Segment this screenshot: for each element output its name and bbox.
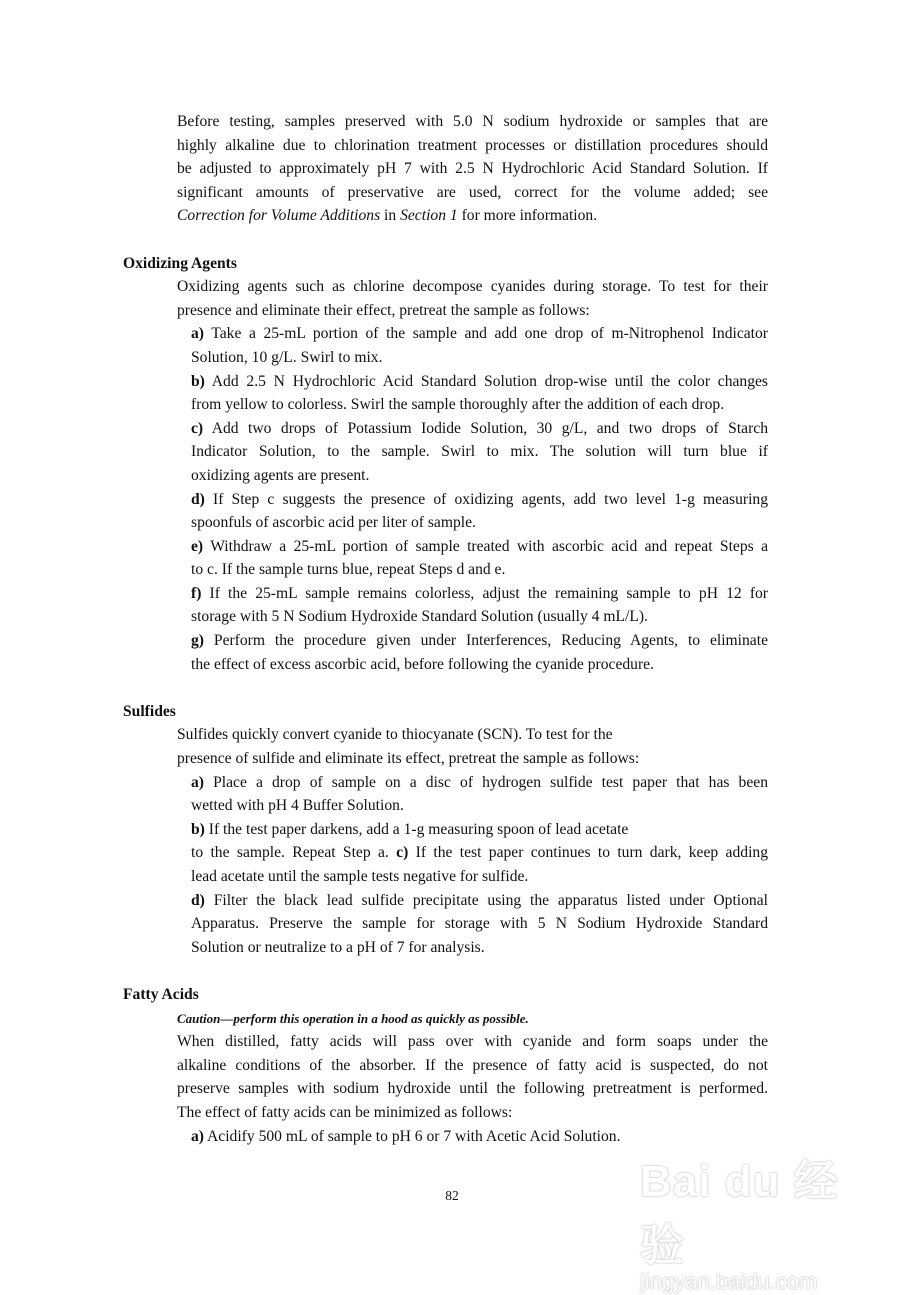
spacer <box>0 676 904 700</box>
text: Perform the procedure given under Interferences, Reducing Agents, to eliminate <box>204 632 768 650</box>
text: Fatty Acids <box>123 985 199 1003</box>
step-label: a) <box>191 1127 204 1145</box>
list-item-line <box>191 370 768 394</box>
paragraph-line <box>177 275 768 299</box>
text: Acidify 500 mL of sample to pH 6 or 7 with Acetic Acid Solution. <box>204 1127 621 1145</box>
text: If Step c suggests the presence of oxidizing agents, add two level 1-g measuring <box>204 490 768 508</box>
list-item-line <box>191 605 768 629</box>
step-label: d) <box>191 891 205 909</box>
list-item-line <box>191 558 768 582</box>
list-item-line <box>191 440 768 464</box>
paragraph-line <box>177 204 768 228</box>
step-label: g) <box>191 632 204 650</box>
list-item-line <box>191 841 768 865</box>
text: Oxidizing Agents <box>123 254 237 272</box>
text: Before testing, samples preserved with 5.0 N sodium hydroxide or samples that are <box>177 113 768 130</box>
paragraph-line <box>177 181 768 205</box>
paragraph-line <box>177 1054 768 1078</box>
text: Apparatus. Preserve the sample for storage with 5 N Sodium Hydroxide Standard <box>191 915 768 933</box>
text: Solution, 10 g/L. Swirl to mix. <box>191 348 383 366</box>
section-heading <box>123 700 768 724</box>
watermark-logo: Bai du 经验 <box>640 1157 839 1270</box>
paragraph-line <box>177 110 768 134</box>
text: The effect of fatty acids can be minimized as follows: <box>177 1103 513 1121</box>
step-label: a) <box>191 773 204 791</box>
page-number: 82 <box>445 1188 459 1203</box>
paragraph-line <box>177 157 768 181</box>
list-item-line <box>191 511 768 535</box>
text: Place a drop of sample on a disc of hydrogen sulfide test paper that has been <box>204 773 768 791</box>
spacer <box>0 959 904 983</box>
list-item-line <box>191 464 768 488</box>
text: Take a 25-mL portion of the sample and add one drop of m-Nitrophenol Indicator <box>204 325 768 343</box>
spacer <box>0 228 904 252</box>
list-item-line <box>191 582 768 606</box>
text: If the test paper continues to turn dark, keep adding <box>408 844 768 862</box>
text: wetted with pH 4 Buffer Solution. <box>191 797 404 815</box>
list-item-line <box>191 393 768 417</box>
text: presence of sulfide and eliminate its effect, pretreat the sample as follows: <box>177 750 640 768</box>
section-heading <box>123 983 768 1007</box>
text: significant amounts of preservative are used, correct for the volume added; see <box>177 183 768 201</box>
text: If the 25-mL sample remains colorless, adjust the remaining sample to pH 12 for <box>201 584 768 602</box>
text: Sulfides <box>123 702 176 720</box>
text: highly alkaline due to chlorination treatment processes or distillation procedures should <box>177 136 768 154</box>
list-item-line <box>191 629 768 653</box>
step-label: d) <box>191 490 205 508</box>
text: If the test paper darkens, add a 1-g measuring spoon of lead acetate <box>204 820 629 838</box>
step-label: c) <box>191 419 204 437</box>
list-item-line <box>191 535 768 559</box>
text: Caution—perform this operation in a hood as quickly as possible. <box>177 1010 529 1026</box>
text: to c. If the sample turns blue, repeat Steps d and e. <box>191 561 506 579</box>
paragraph-line <box>177 1101 768 1125</box>
paragraph-line <box>177 299 768 323</box>
caution-note <box>177 1007 904 1031</box>
text: the effect of excess ascorbic acid, before following the cyanide procedure. <box>191 655 654 673</box>
paragraph-line <box>177 747 768 771</box>
document-body <box>0 110 904 1148</box>
text: lead acetate until the sample tests negative for sulfide. <box>191 868 529 885</box>
text: Add two drops of Potassium Iodide Solution, 30 g/L, and two drops of Starch <box>203 419 768 437</box>
text: Solution or neutralize to a pH of 7 for analysis. <box>191 938 485 956</box>
list-item-line <box>191 818 768 842</box>
italic-reference: Section 1 <box>400 207 458 225</box>
list-item-line <box>191 488 768 512</box>
text: Oxidizing agents such as chlorine decompose cyanides during storage. To test for their <box>177 278 768 296</box>
list-item-line <box>191 936 768 960</box>
text: Withdraw a 25-mL portion of sample treated with ascorbic acid and repeat Steps a <box>203 537 768 555</box>
text: from yellow to colorless. Swirl the sample thoroughly after the addition of each drop. <box>191 396 725 414</box>
step-label: b) <box>191 820 205 838</box>
text: oxidizing agents are present. <box>191 466 370 484</box>
list-item-line <box>191 771 768 795</box>
text: When distilled, fatty acids will pass over with cyanide and form soaps under the <box>177 1033 768 1051</box>
list-item-line <box>191 346 768 370</box>
section-heading <box>123 252 768 276</box>
text: be adjusted to approximately pH 7 with 2.5 N Hydrochloric Acid Standard Solution. If <box>177 160 768 178</box>
list-item-line <box>191 322 768 346</box>
paragraph-line <box>177 134 768 158</box>
list-item-line <box>191 653 768 677</box>
step-label: e) <box>191 537 204 555</box>
step-label: b) <box>191 372 205 390</box>
text: spoonfuls of ascorbic acid per liter of sample. <box>191 514 476 532</box>
baidu-watermark <box>640 1145 870 1294</box>
watermark-url: jingyan.baidu.com <box>640 1269 818 1294</box>
text: presence and eliminate their effect, pretreat the sample as follows: <box>177 301 590 319</box>
list-item-line <box>191 794 768 818</box>
list-item-line <box>191 865 768 889</box>
text: storage with 5 N Sodium Hydroxide Standard Solution (usually 4 mL/L). <box>191 608 648 626</box>
text: preserve samples with sodium hydroxide until the following pretreatment is performed. <box>177 1080 768 1098</box>
list-item-line <box>191 417 768 441</box>
text: Indicator Solution, to the sample. Swirl to mix. The solution will turn blue if <box>191 443 768 461</box>
text: Add 2.5 N Hydrochloric Acid Standard Solution drop-wise until the color changes <box>204 372 768 390</box>
text: Filter the black lead sulfide precipitate using the apparatus listed under Optional <box>204 891 768 909</box>
paragraph-line <box>177 1030 768 1054</box>
paragraph-line <box>177 723 768 747</box>
text: to the sample. Repeat Step a. <box>191 844 397 862</box>
step-label: a) <box>191 325 204 343</box>
step-label: c) <box>396 844 409 862</box>
text: for more information. <box>457 207 598 225</box>
list-item-line <box>191 912 768 936</box>
step-label: f) <box>191 584 202 602</box>
paragraph-line <box>177 1077 768 1101</box>
list-item-line <box>191 889 768 913</box>
text: Sulfides quickly convert cyanide to thiocyanate (SCN). To test for the <box>177 726 613 744</box>
text: in <box>380 207 401 225</box>
italic-reference: Correction for Volume Additions <box>177 207 381 225</box>
text: alkaline conditions of the absorber. If the presence of fatty acid is suspected, do not <box>177 1056 768 1074</box>
